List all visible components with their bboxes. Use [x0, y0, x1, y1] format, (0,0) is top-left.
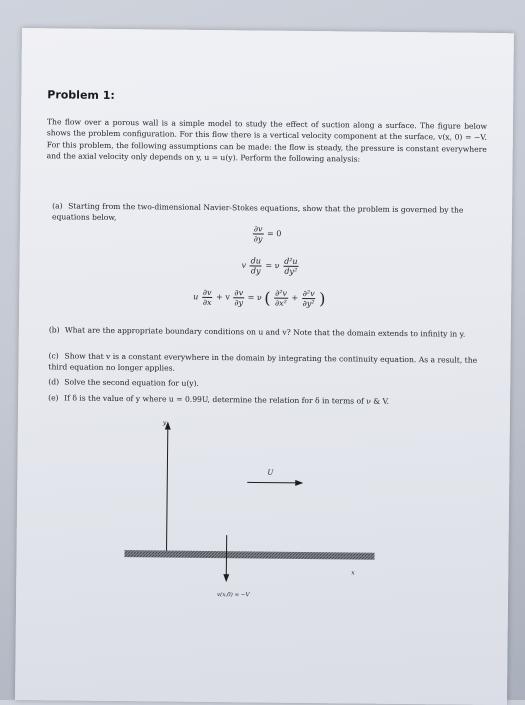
part-c-label: (c) [49, 350, 65, 361]
eq3-rparen: ) [319, 289, 325, 308]
x-axis-label: x [351, 569, 355, 576]
part-b-label: (b) [49, 324, 65, 335]
eq1-rhs: = 0 [267, 229, 281, 238]
eq2-num2: d²u [283, 257, 299, 267]
eq2-num1: du [250, 256, 262, 266]
eq2-den1: dy [249, 266, 261, 275]
freestream-U-label: U [267, 469, 274, 477]
eq3-den3: ∂x² [274, 299, 288, 308]
part-e-label: (e) [48, 392, 64, 403]
suction-arrowhead [223, 574, 229, 582]
eq2-lhs: v [241, 261, 246, 270]
part-d-label: (d) [48, 376, 64, 387]
eq3-a: u [193, 292, 198, 301]
eq3-num1: ∂v [202, 288, 213, 298]
eq3-den2: ∂y [233, 298, 244, 307]
eq1-numerator: ∂v [253, 224, 264, 234]
part-c-text: Show that v is a constant everywhere in the domain by integrating the continuity equation. As a result, the third equation no longer applies. [48, 351, 477, 372]
eq2-den2: dy² [283, 267, 299, 276]
part-a-label: (a) [52, 200, 68, 211]
boundary-condition-label: v(x,0) = −V [217, 591, 251, 598]
part-b-text: What are the appropriate boundary conditions on u and v? Note that the domain extends to infinity in y. [65, 325, 466, 338]
freestream-arrowhead [295, 480, 303, 486]
eq2-mid: = ν [265, 261, 279, 270]
paper-sheet [15, 28, 514, 705]
eq3-lparen: ( [264, 289, 270, 308]
porous-wall-figure [15, 28, 514, 705]
eq3-plus: + v [216, 293, 230, 302]
eq3-num2: ∂v [233, 288, 244, 298]
problem-title: Problem 1: [47, 88, 115, 102]
eq3-den1: ∂x [202, 298, 213, 307]
part-a-text: Starting from the two-dimensional Navier-Stokes equations, show that the problem is governed by the equations below, [52, 201, 463, 222]
freestream-arrow-line [247, 482, 299, 483]
y-axis-label: y [162, 419, 167, 426]
eq1-denominator: ∂y [253, 234, 264, 243]
porous-wall [124, 550, 374, 560]
eq3-num4: ∂²v [302, 289, 316, 299]
problem-intro: The flow over a porous wall is a simple model to study the effect of suction along a surface. The figure below shows the problem configuration. For this flow there is a vertical velocity component at the surface, v(x, 0) = −V. For this problem, the following assumptions can be made: the flow is steady, the pressure is constant everywhere and the axial velocity only depends on y, u = u(y). Perform the following analysis: [47, 116, 487, 166]
eq3-eqnu: = ν [248, 293, 262, 302]
part-e-text: If δ is the value of y where u = 0.99U, determine the relation for δ in terms of ν & V. [64, 393, 389, 405]
eq3-num3: ∂²v [274, 289, 288, 299]
eq3-plus2: + [291, 293, 298, 302]
part-d-text: Solve the second equation for u(y). [64, 377, 199, 387]
eq3-den4: ∂y² [302, 299, 316, 308]
y-axis-line [167, 425, 168, 552]
